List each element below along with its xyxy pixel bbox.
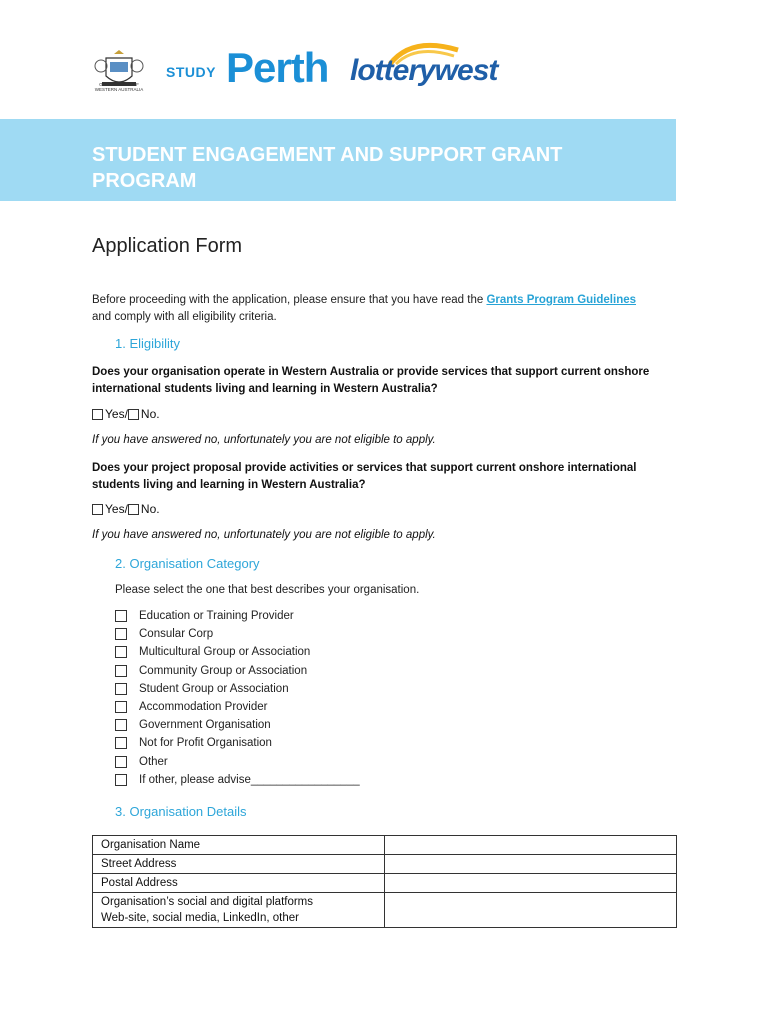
table-row [93, 855, 677, 874]
section-heading-details: 3. Organisation Details [115, 804, 247, 819]
section-heading-category: 2. Organisation Category [115, 556, 260, 571]
section-heading-eligibility: 1. Eligibility [115, 336, 181, 351]
row-sublabel: Web-site, social media, LinkedIn, other [101, 912, 299, 924]
category-label: Student Group or Association [139, 682, 289, 695]
ineligible-note-2: If you have answered no, unfortunately you are not eligible to apply. [92, 529, 436, 541]
category-option[interactable] [115, 607, 360, 625]
category-option[interactable] [115, 625, 360, 643]
row-label: Organisation Name [93, 836, 385, 855]
table-row [93, 874, 677, 893]
category-options [115, 607, 360, 789]
intro-text-before: Before proceeding with the application, please ensure that you have read the [92, 294, 487, 306]
lotterywest-word: lotterywest [350, 54, 498, 87]
category-checkbox[interactable] [115, 646, 127, 658]
category-checkbox[interactable] [115, 756, 127, 768]
category-label: Accommodation Provider [139, 701, 268, 714]
yes-label: Yes/ [105, 407, 128, 421]
program-title: STUDENT ENGAGEMENT AND SUPPORT GRANT PROGRAM [92, 144, 563, 192]
category-option[interactable] [115, 716, 360, 734]
guidelines-link[interactable]: Grants Program Guidelines [486, 294, 637, 306]
intro-text-after: and comply with all eligibility criteria. [92, 311, 277, 323]
category-label: Consular Corp [139, 628, 214, 641]
organisation-name-field[interactable] [385, 836, 677, 855]
intro-paragraph [92, 292, 652, 326]
no-label: No. [140, 502, 160, 516]
table-row [93, 836, 677, 855]
category-option-other-advise[interactable] [115, 771, 360, 789]
row-label: Street Address [93, 855, 385, 874]
category-prompt: Please select the one that best describes your organisation. [115, 584, 420, 596]
category-option[interactable] [115, 753, 360, 771]
yes-checkbox-2[interactable] [92, 504, 103, 515]
logo-bar [92, 40, 498, 102]
category-checkbox[interactable] [115, 683, 127, 695]
no-checkbox-1[interactable] [128, 409, 139, 420]
row-label-multi [93, 893, 385, 928]
category-checkbox[interactable] [115, 701, 127, 713]
category-label: Not for Profit Organisation [139, 737, 272, 750]
category-label: Community Group or Association [139, 664, 308, 677]
category-option[interactable] [115, 698, 360, 716]
category-checkbox[interactable] [115, 628, 127, 640]
no-checkbox-2[interactable] [128, 504, 139, 515]
category-option[interactable] [115, 662, 360, 680]
eligibility-question-1: Does your organisation operate in Western Australia or provide services that support current onshore international students living and learning in Western Australia? [92, 366, 650, 395]
row-label: Postal Address [93, 874, 385, 893]
perth-word: Perth [226, 44, 329, 91]
category-checkbox[interactable] [115, 610, 127, 622]
eligibility-answer-1 [92, 407, 160, 421]
form-title: Application Form [92, 235, 243, 257]
digital-platforms-field[interactable] [385, 893, 677, 928]
street-address-field[interactable] [385, 855, 677, 874]
eligibility-answer-2 [92, 502, 160, 516]
row-label: Organisation’s social and digital platforms [101, 896, 314, 908]
yes-checkbox-1[interactable] [92, 409, 103, 420]
category-checkbox[interactable] [115, 719, 127, 731]
ineligible-note-1: If you have answered no, unfortunately you are not eligible to apply. [92, 434, 436, 446]
table-row [93, 893, 677, 928]
study-word: STUDY [166, 64, 216, 80]
postal-address-field[interactable] [385, 874, 677, 893]
category-label: If other, please advise_________________ [139, 773, 360, 786]
organisation-details-table [92, 835, 677, 928]
category-checkbox[interactable] [115, 737, 127, 749]
category-option[interactable] [115, 680, 360, 698]
yes-label: Yes/ [105, 502, 128, 516]
crest-caption: GOVERNMENT OF WESTERN AUSTRALIA [94, 82, 144, 92]
category-option[interactable] [115, 643, 360, 661]
category-label: Other [139, 755, 168, 768]
category-label: Multicultural Group or Association [139, 646, 311, 659]
category-label: Education or Training Provider [139, 610, 294, 623]
eligibility-question-2: Does your project proposal provide activities or services that support current onshore international students living and learning in Western Australia? [92, 462, 637, 491]
category-checkbox[interactable] [115, 665, 127, 677]
no-label: No. [140, 407, 160, 421]
category-checkbox[interactable] [115, 774, 127, 786]
category-option[interactable] [115, 734, 360, 752]
category-label: Government Organisation [139, 719, 271, 732]
